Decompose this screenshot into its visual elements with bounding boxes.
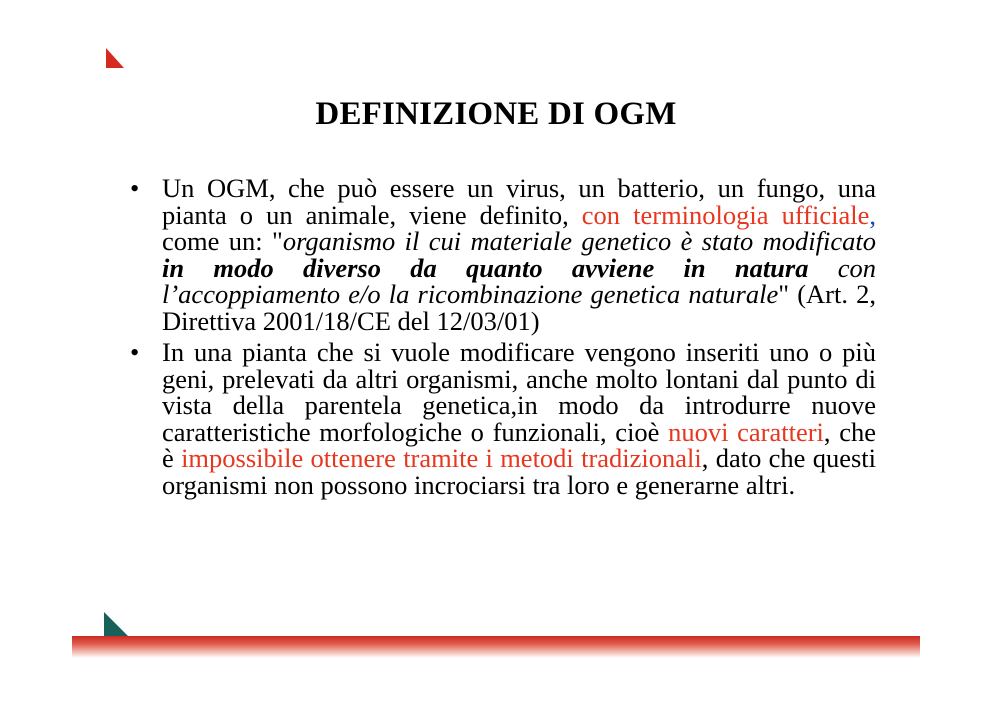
bullet1-text-comma: ,: [869, 199, 877, 230]
bullet-dot-icon: •: [130, 337, 140, 367]
corner-triangle-top-decoration: [106, 48, 124, 68]
bullet2-text-conclusion: , dato che questi organismi non possono incrociarsi tra loro e generarne altri.: [162, 443, 876, 500]
bullet2-text-intro: In una pianta che si vuole modificare vengono inseriti uno o più geni, prelevati da altri organismi, anche molto lontani dal punto di vista della parentela genetica,in modo da introdurre nuove caratteristiche morfologiche o funzionali, cioè: [162, 337, 876, 447]
bullet1-text-intro: Un OGM, che può essere un virus, un batterio, un fungo, una pianta o un animale, viene definito,: [162, 173, 876, 230]
bullet1-text-quote-italic-end: con l’accoppiamento e/o la ricombinazione genetica naturale: [162, 252, 876, 309]
bottom-gradient-bar: [72, 636, 920, 658]
bullet2-text-new-characters: nuovi caratteri: [668, 416, 824, 447]
bullet1-text-come-un: come un: ": [162, 226, 283, 256]
bullet2-text-impossible-traditional: impossibile ottenere tramite i metodi tradizionali: [181, 443, 702, 473]
bullet-item-gene-insertion: [118, 339, 876, 498]
bullet2-text-che-e: , che è: [162, 416, 876, 473]
bullet1-text-quote-bold: in modo diverso da quanto avviene in natura: [162, 252, 809, 283]
bullet-list: [118, 175, 876, 503]
slide-title: DEFINIZIONE DI OGM: [315, 96, 677, 132]
bullet1-text-citation: " (Art. 2, Direttiva 2001/18/CE del 12/03/01): [162, 279, 876, 336]
bullet1-text-quote-italic: organismo il cui materiale genetico è stato modificato: [282, 226, 876, 256]
bullet-item-ogm-definition: [118, 175, 876, 334]
corner-triangle-bottom-decoration: [104, 612, 128, 636]
bullet-dot-icon: •: [130, 173, 140, 203]
bullet1-text-official-terminology: con terminologia ufficiale: [581, 199, 870, 230]
